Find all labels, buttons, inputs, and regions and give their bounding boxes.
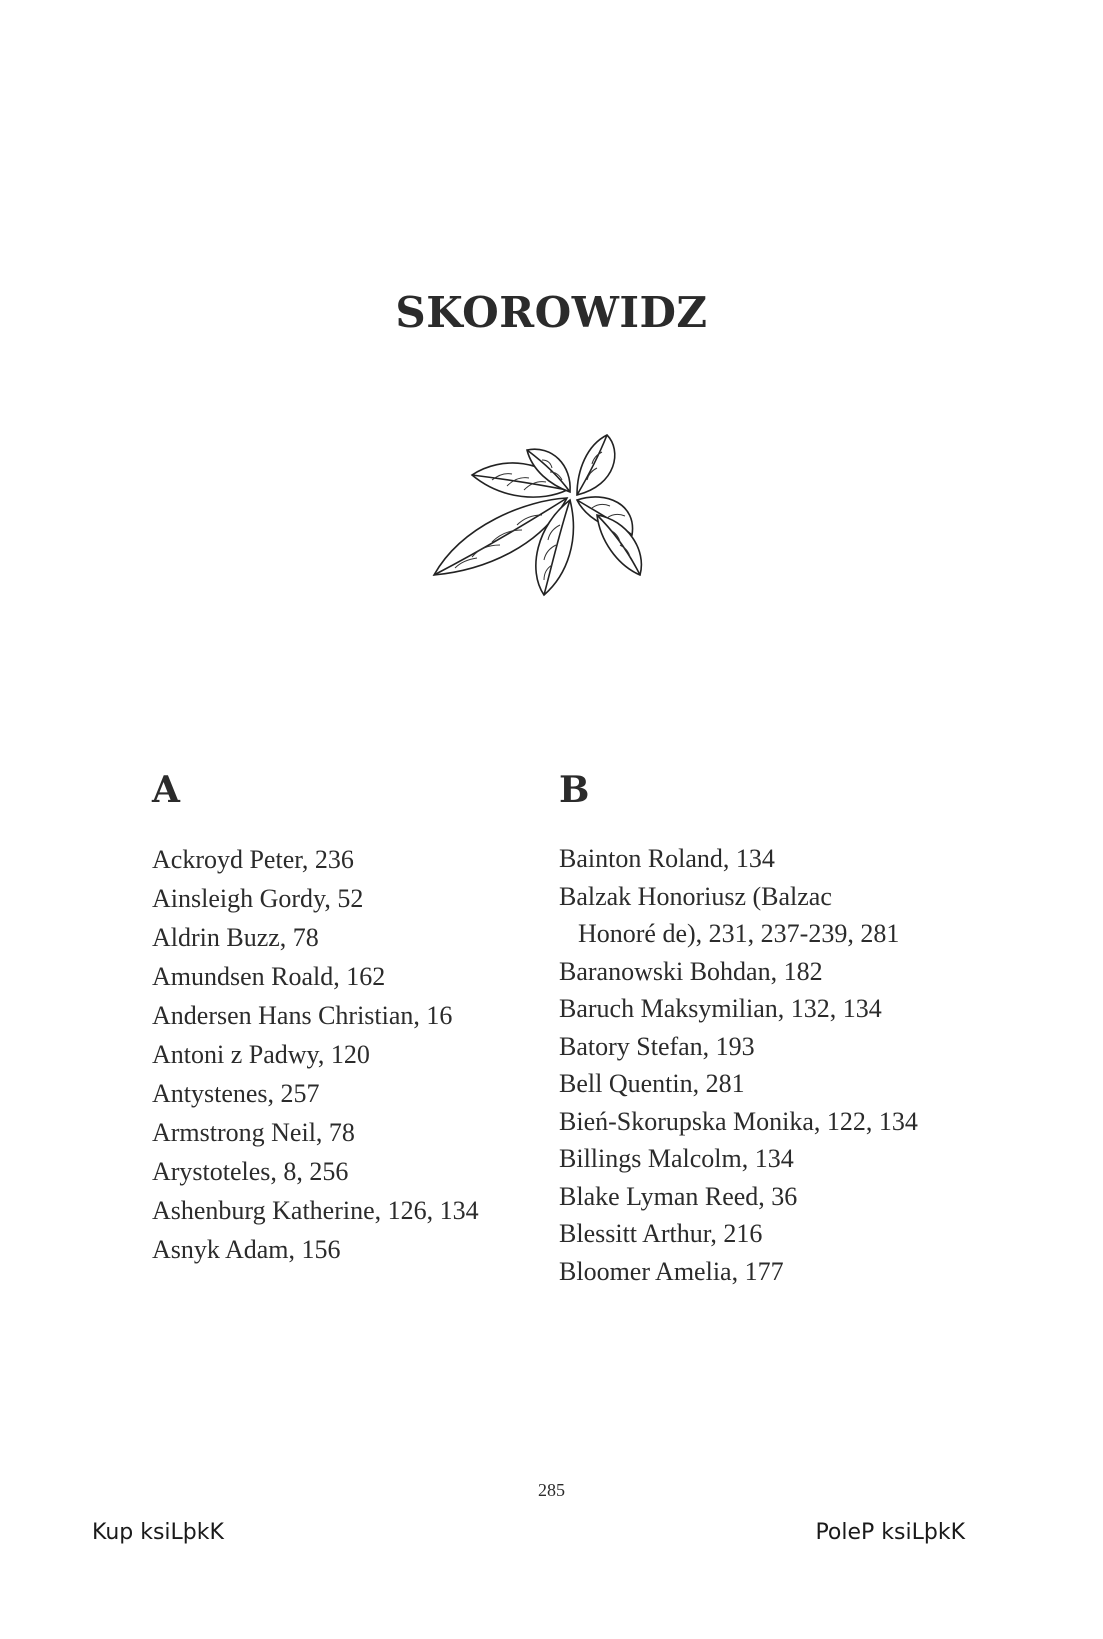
index-entry: Bień-Skorupska Monika, 122, 134: [559, 1106, 918, 1136]
index-entry: Batory Stefan, 193: [559, 1031, 755, 1061]
index-entry: Aldrin Buzz, 78: [152, 923, 319, 952]
leaf-ornament-icon: [432, 430, 648, 600]
index-entry: [559, 878, 979, 953]
index-entry: Andersen Hans Christian, 16: [152, 1001, 453, 1030]
index-entry-text: Balzak Honoriusz (Balzac: [559, 881, 832, 911]
page-title: SKOROWIDZ: [395, 288, 708, 337]
index-entry: Armstrong Neil, 78: [152, 1118, 355, 1147]
index-entry: Arystoteles, 8, 256: [152, 1157, 349, 1186]
section-letter: B: [559, 769, 590, 811]
index-section-a: [152, 770, 532, 1269]
index-entry: Ainsleigh Gordy, 52: [152, 884, 364, 913]
index-entry: Amundsen Roald, 162: [152, 962, 386, 991]
index-entry: Bainton Roland, 134: [559, 844, 775, 873]
index-entry-continuation: Honoré de), 231, 237-239, 281: [578, 919, 900, 948]
index-entry-list: [152, 840, 532, 1269]
recommend-book-link[interactable]: PoleP ksiLþkK: [815, 1520, 965, 1545]
index-entry: Bell Quentin, 281: [559, 1069, 745, 1098]
section-letter: A: [152, 769, 180, 811]
index-entry: Antoni z Padwy, 120: [152, 1040, 370, 1069]
index-entry: Asnyk Adam, 156: [152, 1235, 341, 1264]
index-entry: Blake Lyman Reed, 36: [559, 1181, 798, 1211]
index-entry: Antystenes, 257: [152, 1079, 320, 1108]
index-entry-list: [559, 840, 979, 1290]
index-entry: Bloomer Amelia, 177: [559, 1256, 784, 1286]
index-entry: Billings Malcolm, 134: [559, 1144, 794, 1173]
index-entry: Ashenburg Katherine, 126, 134: [152, 1196, 479, 1225]
index-entry: Ackroyd Peter, 236: [152, 845, 354, 874]
index-entry: Baruch Maksymilian, 132, 134: [559, 994, 882, 1023]
page-number: 285: [538, 1480, 565, 1500]
buy-book-link[interactable]: Kup ksiLþkK: [92, 1520, 224, 1545]
index-entry: Blessitt Arthur, 216: [559, 1219, 763, 1248]
index-entry: Baranowski Bohdan, 182: [559, 956, 823, 986]
index-section-b: [559, 770, 979, 1290]
